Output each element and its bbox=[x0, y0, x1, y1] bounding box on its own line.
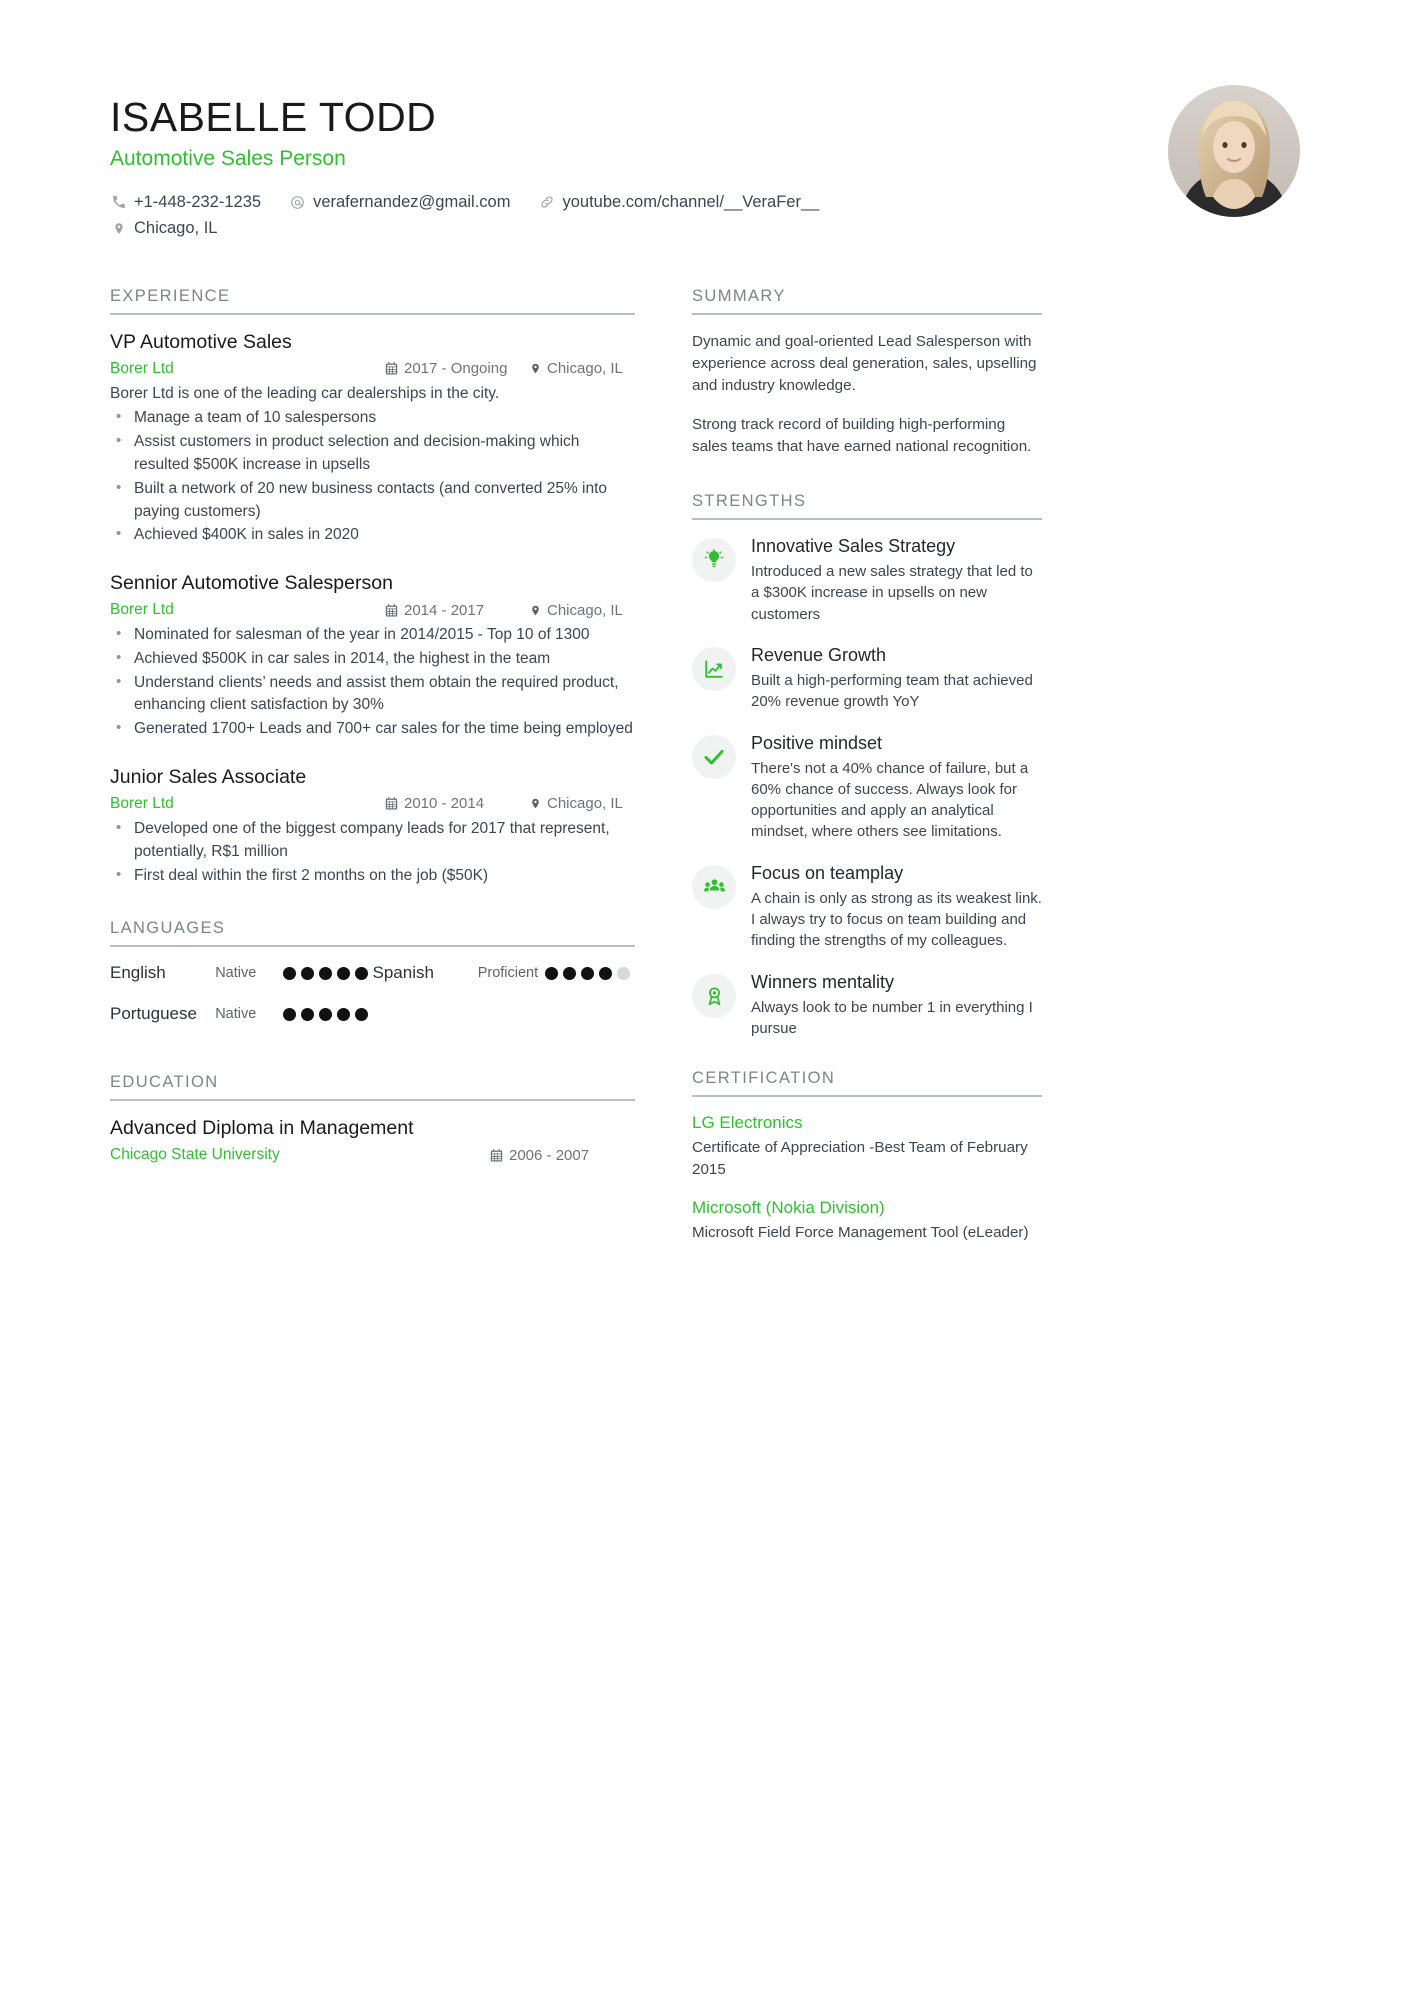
education-entry bbox=[110, 1117, 635, 1164]
experience-location-text: Chicago, IL bbox=[547, 360, 623, 378]
experience-dates bbox=[385, 602, 530, 619]
rating-dot bbox=[581, 967, 594, 980]
section-title-strengths: STRENGTHS bbox=[692, 492, 1042, 520]
strength-text: Built a high-performing team that achieved 20% revenue growth YoY bbox=[751, 671, 1033, 711]
section-summary bbox=[692, 287, 1042, 458]
language-item-english bbox=[110, 963, 373, 983]
right-column bbox=[692, 287, 1042, 1270]
section-languages bbox=[110, 919, 635, 1045]
experience-location bbox=[530, 360, 635, 377]
rating-dot-empty bbox=[617, 967, 630, 980]
experience-bullets bbox=[110, 407, 635, 547]
list-item: • Generated 1700+ Leads and 700+ car sales for the time being employed bbox=[110, 718, 635, 741]
strength-title: Revenue Growth bbox=[751, 644, 887, 665]
rating-dot bbox=[319, 967, 332, 980]
language-rating bbox=[283, 967, 373, 980]
contact-phone[interactable] bbox=[110, 193, 261, 212]
rating-dot bbox=[337, 1008, 350, 1021]
rating-dot bbox=[545, 967, 558, 980]
experience-bullets bbox=[110, 624, 635, 741]
contact-phone-text: +1-448-232-1235 bbox=[134, 192, 262, 211]
resume-header bbox=[110, 85, 1300, 245]
section-title-summary: SUMMARY bbox=[692, 287, 1042, 315]
contact-info bbox=[110, 193, 847, 245]
languages-grid bbox=[110, 963, 635, 1045]
experience-entry bbox=[110, 572, 635, 741]
experience-meta bbox=[110, 601, 635, 619]
rating-dot bbox=[337, 967, 350, 980]
list-item: • Built a network of 20 new business contacts (and converted 25% into paying customers) bbox=[110, 478, 635, 524]
strength-text: A chain is only as strong as its weakest link. I always try to focus on team building and finding the strengths of my colleagues. bbox=[751, 889, 1042, 950]
education-dates bbox=[490, 1147, 635, 1164]
language-rating bbox=[545, 967, 635, 980]
summary-paragraph: Dynamic and goal-oriented Lead Salesperson with experience across deal generation, sales, upselling and industry knowledge. bbox=[692, 332, 1037, 394]
team-icon bbox=[692, 865, 736, 909]
rating-dot bbox=[563, 967, 576, 980]
education-school: Chicago State University bbox=[110, 1146, 280, 1164]
contact-link[interactable] bbox=[538, 193, 819, 212]
job-title: Automotive Sales Person bbox=[110, 146, 346, 170]
experience-description: Borer Ltd is one of the leading car dealerships in the city. bbox=[110, 384, 500, 402]
experience-location bbox=[530, 602, 635, 619]
rating-dot bbox=[355, 1008, 368, 1021]
rating-dot bbox=[301, 967, 314, 980]
location-icon bbox=[530, 797, 541, 810]
strength-item bbox=[692, 733, 1042, 843]
experience-role: VP Automotive Sales bbox=[110, 330, 292, 353]
section-title-experience: EXPERIENCE bbox=[110, 287, 635, 315]
location-icon bbox=[110, 221, 127, 236]
resume-body bbox=[110, 287, 1300, 1270]
chart-growth-icon bbox=[692, 647, 736, 691]
contact-location[interactable] bbox=[110, 219, 217, 238]
strength-text: There's not a 40% chance of failure, but a 60% chance of success. Always look for opportunities and apply an analytical mindset, where others see limitations. bbox=[751, 759, 1029, 841]
avatar-photo bbox=[1168, 85, 1300, 217]
list-item: • Understand clients’ needs and assist them obtain the required product, enhancing client satisfaction by 30% bbox=[110, 672, 635, 718]
strength-title: Winners mentality bbox=[751, 971, 895, 992]
rating-dot bbox=[283, 967, 296, 980]
experience-meta bbox=[110, 360, 635, 378]
list-item: • Manage a team of 10 salespersons bbox=[110, 407, 635, 430]
strength-item bbox=[692, 536, 1042, 625]
location-icon bbox=[530, 604, 541, 617]
rating-dot bbox=[301, 1008, 314, 1021]
strength-title: Innovative Sales Strategy bbox=[751, 536, 956, 557]
strength-body bbox=[751, 645, 1042, 713]
experience-entry bbox=[110, 331, 635, 547]
certification-description: Certificate of Appreciation -Best Team of February 2015 bbox=[692, 1139, 1028, 1178]
rating-dot bbox=[599, 967, 612, 980]
rating-dot bbox=[355, 967, 368, 980]
contact-line-primary bbox=[110, 193, 847, 219]
experience-company: Borer Ltd bbox=[110, 794, 174, 812]
header-identity bbox=[110, 85, 847, 245]
strength-text: Always look to be number 1 in everything I pursue bbox=[751, 998, 1033, 1037]
experience-dates bbox=[385, 360, 530, 377]
medal-icon bbox=[692, 974, 736, 1018]
check-icon bbox=[692, 735, 736, 779]
experience-location-text: Chicago, IL bbox=[547, 601, 623, 619]
summary-paragraph: Strong track record of building high-performing sales teams that have earned national recognition. bbox=[692, 416, 1032, 456]
experience-dates bbox=[385, 795, 530, 812]
section-strengths bbox=[692, 492, 1042, 1039]
language-level: Native bbox=[215, 965, 257, 982]
certification-item bbox=[692, 1113, 1042, 1180]
strength-body bbox=[751, 536, 1042, 625]
list-item: • Achieved $500K in car sales in 2014, the highest in the team bbox=[110, 648, 635, 671]
education-dates-text: 2006 - 2007 bbox=[509, 1146, 590, 1164]
email-icon bbox=[289, 195, 306, 210]
list-item: • First deal within the first 2 months on the job ($50K) bbox=[110, 865, 635, 888]
section-title-certification: CERTIFICATION bbox=[692, 1069, 1042, 1097]
page-title: ISABELLE TODD bbox=[110, 94, 437, 140]
rating-dot bbox=[319, 1008, 332, 1021]
language-level: Native bbox=[215, 1006, 257, 1023]
certification-item bbox=[692, 1198, 1042, 1244]
section-experience bbox=[110, 287, 635, 887]
strength-text: Introduced a new sales strategy that led to a $300K increase in upsells on new customers bbox=[751, 563, 1033, 623]
language-item-spanish bbox=[373, 963, 636, 983]
experience-bullets bbox=[110, 818, 635, 887]
list-item: • Assist customers in product selection and decision-making which resulted $500K increase in upsells bbox=[110, 431, 635, 477]
certification-description: Microsoft Field Force Management Tool (eLeader) bbox=[692, 1224, 1029, 1242]
strength-title: Positive mindset bbox=[751, 732, 883, 753]
language-level: Proficient bbox=[477, 965, 539, 982]
left-column bbox=[110, 287, 635, 1190]
experience-dates-text: 2014 - 2017 bbox=[404, 601, 485, 619]
list-item: • Nominated for salesman of the year in 2014/2015 - Top 10 of 1300 bbox=[110, 624, 635, 647]
section-education bbox=[110, 1073, 635, 1164]
strength-item bbox=[692, 972, 1042, 1040]
experience-entry bbox=[110, 766, 635, 887]
list-item: • Achieved $400K in sales in 2020 bbox=[110, 524, 635, 547]
section-title-education: EDUCATION bbox=[110, 1073, 635, 1101]
strength-body bbox=[751, 733, 1042, 843]
language-name: English bbox=[110, 963, 166, 983]
education-degree: Advanced Diploma in Management bbox=[110, 1117, 414, 1140]
experience-location bbox=[530, 795, 635, 812]
strength-title: Focus on teamplay bbox=[751, 862, 904, 883]
calendar-icon bbox=[385, 797, 398, 810]
section-certification bbox=[692, 1069, 1042, 1244]
contact-line-secondary bbox=[110, 219, 847, 245]
contact-link-text: youtube.com/channel/__VeraFer__ bbox=[562, 192, 820, 211]
calendar-icon bbox=[385, 362, 398, 375]
language-rating bbox=[283, 1008, 373, 1021]
language-item-portuguese bbox=[110, 1004, 373, 1024]
phone-icon bbox=[110, 195, 127, 209]
education-meta bbox=[110, 1146, 635, 1164]
lightbulb-icon bbox=[692, 538, 736, 582]
experience-company: Borer Ltd bbox=[110, 359, 174, 377]
contact-email-text: verafernandez@gmail.com bbox=[313, 192, 511, 211]
strength-body bbox=[751, 863, 1042, 952]
experience-dates-text: 2017 - Ongoing bbox=[404, 360, 508, 378]
experience-location-text: Chicago, IL bbox=[547, 795, 623, 813]
link-icon bbox=[538, 195, 555, 209]
experience-company: Borer Ltd bbox=[110, 601, 174, 619]
list-item: • Developed one of the biggest company leads for 2017 that represent, potentially, R$1 million bbox=[110, 818, 635, 864]
section-title-languages: LANGUAGES bbox=[110, 919, 635, 947]
strength-item bbox=[692, 863, 1042, 952]
experience-role: Junior Sales Associate bbox=[110, 765, 307, 788]
certification-name: Microsoft (Nokia Division) bbox=[692, 1198, 885, 1218]
avatar bbox=[1168, 85, 1300, 217]
calendar-icon bbox=[385, 604, 398, 617]
rating-dot bbox=[283, 1008, 296, 1021]
language-name: Portuguese bbox=[110, 1004, 197, 1024]
strength-item bbox=[692, 645, 1042, 713]
strength-body bbox=[751, 972, 1042, 1040]
experience-meta bbox=[110, 795, 635, 813]
contact-location-text: Chicago, IL bbox=[134, 218, 218, 237]
experience-dates-text: 2010 - 2014 bbox=[404, 795, 485, 813]
certification-name: LG Electronics bbox=[692, 1113, 803, 1133]
contact-email[interactable] bbox=[289, 193, 510, 212]
experience-role: Sennior Automotive Salesperson bbox=[110, 572, 393, 595]
location-icon bbox=[530, 362, 541, 375]
calendar-icon bbox=[490, 1149, 503, 1162]
language-name: Spanish bbox=[372, 963, 434, 983]
